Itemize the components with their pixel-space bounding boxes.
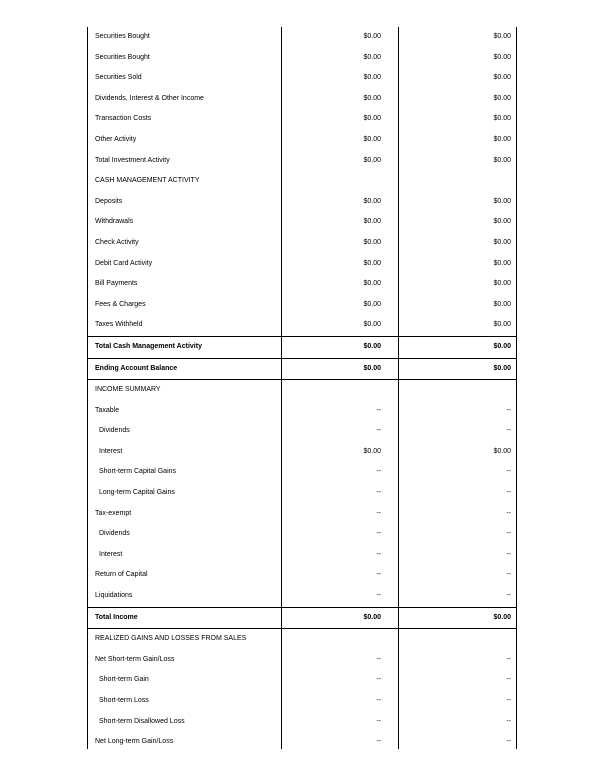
value-current: $0.00 [363,94,381,102]
value-ytd: -- [506,550,511,558]
value-ytd: $0.00 [493,447,511,455]
table-row [87,401,517,422]
row-label: Interest [99,550,123,558]
value-current: $0.00 [363,613,381,621]
table-row [87,712,517,733]
table-row [87,315,517,336]
table-row [87,27,517,48]
value-ytd: $0.00 [493,280,511,288]
value-ytd: -- [506,697,511,704]
value-ytd: -- [506,489,511,497]
value-ytd: -- [506,427,511,435]
row-label: Bill Payments [95,280,138,288]
section-title: INCOME SUMMARY [95,386,161,394]
row-label: Taxes Withheld [95,321,143,329]
value-ytd: $0.00 [493,115,511,123]
value-current: -- [376,427,381,435]
table-row [87,732,517,753]
table-row [87,109,517,130]
row-label: Taxable [95,406,120,414]
value-current: $0.00 [363,280,381,288]
value-current: $0.00 [363,321,381,329]
value-ytd: $0.00 [493,342,511,350]
row-label: Short-term Capital Gains [99,468,177,476]
table-row [87,504,517,525]
value-current: -- [376,697,381,704]
table-row [87,68,517,89]
table-row [87,212,517,233]
table-row [87,462,517,483]
row-label: Total Investment Activity [95,156,170,164]
row-label: Withdrawals [95,218,134,226]
row-label: Securities Bought [95,53,150,61]
row-label: Transaction Costs [95,115,152,123]
value-current: -- [376,655,381,663]
value-current: $0.00 [363,156,381,164]
value-ytd: $0.00 [493,238,511,246]
value-current: $0.00 [363,300,381,308]
value-current: $0.00 [363,74,381,82]
table-row [87,421,517,442]
value-current: -- [376,571,381,579]
table-row [87,565,517,586]
row-label: Long-term Capital Gains [99,489,175,497]
table-row [87,650,517,671]
value-current: -- [376,489,381,497]
value-current: $0.00 [363,218,381,226]
value-current: $0.00 [363,197,381,205]
table-row [87,545,517,566]
value-ytd: $0.00 [493,53,511,61]
table-row [87,192,517,213]
row-label: Total Cash Management Activity [95,342,202,350]
row-label: Short-term Disallowed Loss [99,717,185,725]
value-current: -- [376,676,381,684]
row-label: Debit Card Activity [95,259,153,267]
row-label: Interest [99,447,123,455]
total-row [87,358,517,381]
value-ytd: -- [506,676,511,684]
table-row [87,48,517,69]
value-current: -- [376,509,381,517]
row-label: Dividends, Interest & Other Income [95,94,204,102]
value-ytd: -- [506,468,511,476]
value-ytd: $0.00 [493,218,511,226]
value-ytd: $0.00 [493,94,511,102]
table-row [87,670,517,691]
row-label: Securities Bought [95,33,150,40]
row-label: Liquidations [95,592,133,600]
row-label: Fees & Charges [95,300,146,308]
row-label: Securities Sold [95,74,142,82]
table-row [87,295,517,316]
table-row [87,586,517,607]
row-label: Ending Account Balance [95,364,178,372]
section-header [87,380,517,401]
value-ytd: $0.00 [493,613,511,621]
value-ytd: -- [506,592,511,600]
value-ytd: -- [506,509,511,517]
value-ytd: $0.00 [493,321,511,329]
value-current: -- [376,530,381,538]
section-title: REALIZED GAINS AND LOSSES FROM SALES [95,635,247,643]
value-current: $0.00 [363,238,381,246]
value-current: $0.00 [363,259,381,267]
value-current: $0.00 [363,135,381,143]
value-current: $0.00 [363,364,381,372]
value-current: $0.00 [363,342,381,350]
total-row [87,336,517,358]
table-row [87,89,517,110]
row-label: Net Long-term Gain/Loss [95,738,174,746]
value-ytd: $0.00 [493,33,511,40]
value-current: -- [376,717,381,725]
table-row [87,274,517,295]
value-ytd: -- [506,655,511,663]
row-label: Total Income [95,613,138,621]
section-title: CASH MANAGEMENT ACTIVITY [95,177,200,185]
value-current: -- [376,406,381,414]
value-ytd: $0.00 [493,364,511,372]
value-ytd: $0.00 [493,300,511,308]
table-row [87,524,517,545]
row-label: Net Short-term Gain/Loss [95,655,175,663]
table-row [87,254,517,275]
value-ytd: -- [506,738,511,746]
section-header [87,629,517,650]
row-label: Dividends [99,530,130,538]
value-ytd: -- [506,406,511,414]
value-current: -- [376,592,381,600]
row-label: Other Activity [95,135,137,143]
row-label: Tax-exempt [95,509,132,517]
value-ytd: $0.00 [493,259,511,267]
table-row [87,130,517,151]
value-current: -- [376,550,381,558]
table-row [87,151,517,172]
value-ytd: $0.00 [493,156,511,164]
row-label: Return of Capital [95,571,148,579]
row-label: Dividends [99,427,130,435]
row-label: Short-term Loss [99,697,149,704]
value-ytd: $0.00 [493,197,511,205]
value-ytd: $0.00 [493,135,511,143]
value-current: $0.00 [363,115,381,123]
value-ytd: -- [506,530,511,538]
value-ytd: -- [506,571,511,579]
value-current: $0.00 [363,33,381,40]
value-current: -- [376,468,381,476]
section-header [87,171,517,192]
table-row [87,233,517,254]
statement-table [87,27,517,753]
total-row [87,607,517,630]
table-row [87,483,517,504]
table-row [87,442,517,463]
row-label: Deposits [95,197,123,205]
row-label: Check Activity [95,238,139,246]
value-current: $0.00 [363,447,381,455]
value-ytd: -- [506,717,511,725]
table-row [87,691,517,712]
value-current: $0.00 [363,53,381,61]
value-current: -- [376,738,381,746]
value-ytd: $0.00 [493,74,511,82]
row-label: Short-term Gain [99,676,149,684]
